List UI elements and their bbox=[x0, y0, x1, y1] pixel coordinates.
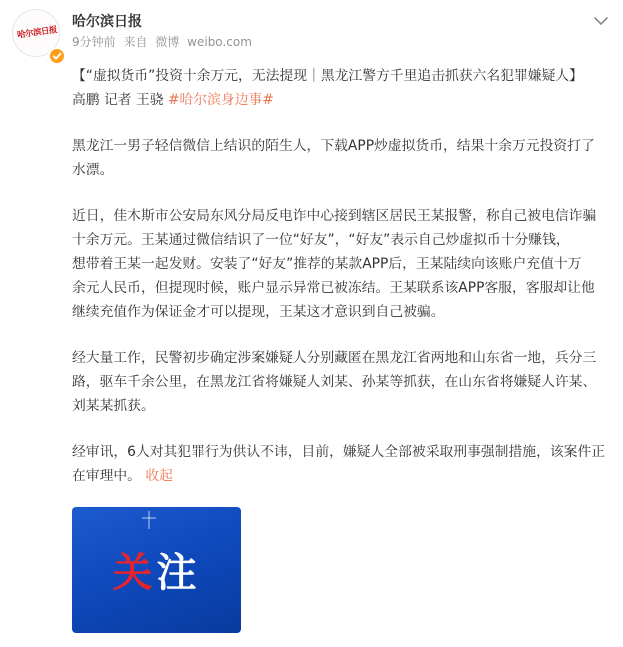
text-line: 继续充值作为保证金才可以提现，王某这才意识到自己被骗。 bbox=[72, 304, 445, 320]
text-line: 经大量工作，民警初步确定涉案嫌疑人分别藏匿在黑龙江省两地和山东省一地，兵分三 bbox=[72, 350, 597, 366]
text-line: 十余万元。王某通过微信结识了一位“好友”，“好友”表示自己炒虚拟币十分赚钱， bbox=[72, 232, 570, 248]
text-line: 水漂。 bbox=[72, 162, 114, 178]
source-prefix: 来自 bbox=[123, 35, 148, 49]
headline: 【“虚拟货币”投资十余万元，无法提现｜黑龙江警方千里追击抓获六名犯罪嫌疑人】 bbox=[72, 68, 583, 84]
image-caption bbox=[72, 541, 241, 598]
chevron-down-icon[interactable] bbox=[593, 12, 609, 24]
text-line: 刘某某抓获。 bbox=[72, 398, 155, 414]
paragraph-3 bbox=[72, 346, 612, 418]
text-line: 经审讯，6人对其犯罪行为供认不讳，目前，嫌疑人全部被采取刑事强制措施，该案件正 bbox=[72, 444, 606, 460]
image-text-white: 注 bbox=[156, 550, 201, 596]
collapse-link[interactable]: 收起 bbox=[145, 468, 173, 484]
post-time[interactable]: 9分钟前 bbox=[72, 35, 116, 49]
text-line bbox=[72, 464, 612, 488]
post-image-thumbnail[interactable] bbox=[72, 507, 241, 633]
paragraph-1 bbox=[72, 134, 612, 182]
source-site: weibo.com bbox=[187, 35, 252, 49]
byline bbox=[72, 88, 612, 112]
text-line: 黑龙江一男子轻信微信上结识的陌生人，下载APP炒虚拟货币，结果十余万元投资打了 bbox=[72, 138, 595, 154]
author-name[interactable]: 哈尔滨日报 bbox=[72, 14, 142, 30]
topic-tag-link[interactable]: #哈尔滨身边事# bbox=[167, 92, 274, 108]
source-app[interactable]: 微博 bbox=[155, 35, 180, 49]
post-meta bbox=[72, 33, 256, 50]
avatar-logo-text: 哈尔滨日报 bbox=[16, 25, 58, 41]
byline-authors: 高鹏 记者 王骁 bbox=[72, 92, 168, 108]
text-line: 想带着王某一起发财。安装了“好友”推荐的某款APP后，王某陆续向该账户充值十万 bbox=[72, 256, 582, 272]
paragraph-4 bbox=[72, 440, 612, 488]
text-line-end: 在审理中。 bbox=[72, 468, 146, 484]
text-line: 余元人民币，但提现时候，账户显示异常已被冻结。王某联系该APP客服，客服却让他 bbox=[72, 280, 595, 296]
paragraph-2 bbox=[72, 204, 612, 324]
headline-paragraph bbox=[72, 64, 612, 112]
image-decoration bbox=[148, 511, 150, 529]
post-content bbox=[72, 64, 612, 488]
text-line: 路，驱车千余公里，在黑龙江省将嫌疑人刘某、孙某等抓获，在山东省将嫌疑人许某、 bbox=[72, 374, 597, 390]
text-line: 近日，佳木斯市公安局东风分局反电诈中心接到辖区居民王某报警，称自己被电信诈骗 bbox=[72, 208, 597, 224]
verified-badge-icon bbox=[48, 47, 66, 65]
image-text-red: 关 bbox=[112, 550, 157, 596]
